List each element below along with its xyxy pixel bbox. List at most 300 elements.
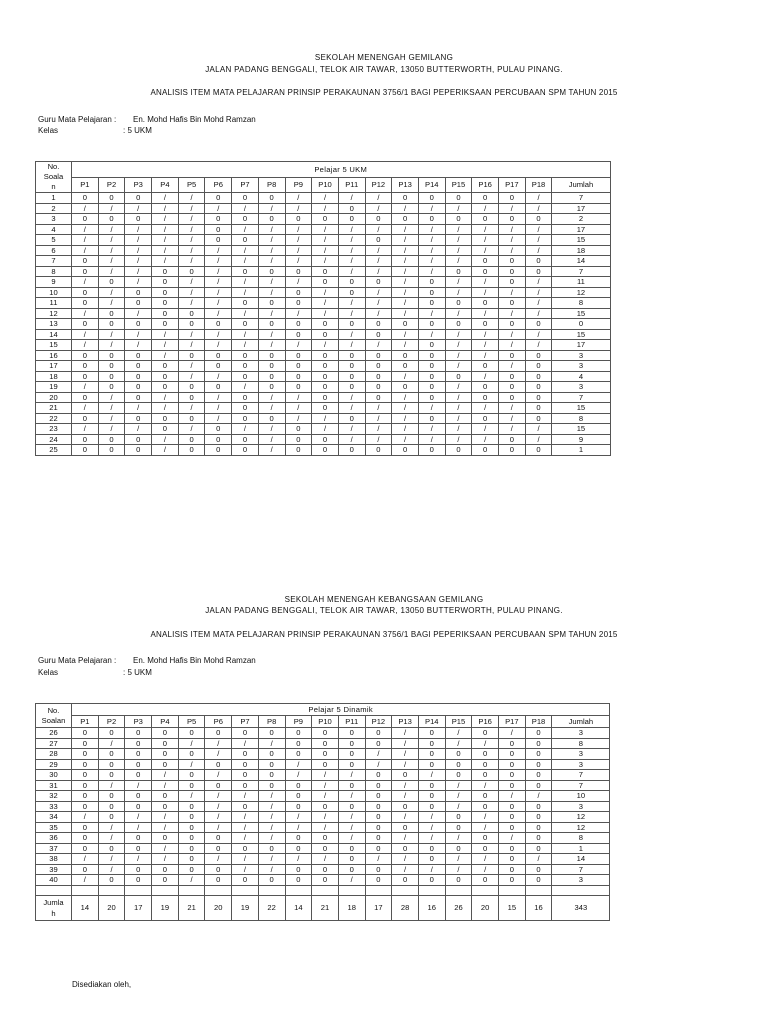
answer-cell: /: [232, 224, 259, 235]
answer-cell: /: [258, 308, 285, 319]
answer-cell: /: [152, 256, 179, 267]
answer-cell: /: [499, 833, 526, 844]
answer-cell: /: [445, 235, 472, 246]
answer-cell: 0: [232, 371, 259, 382]
answer-cell: 0: [499, 350, 526, 361]
answer-cell: /: [152, 214, 179, 225]
answer-cell: /: [338, 308, 365, 319]
row-total-cell: 3: [552, 801, 610, 812]
answer-cell: /: [392, 371, 419, 382]
answer-cell: 0: [125, 843, 152, 854]
spacer-cell: [36, 885, 72, 896]
spacer-cell: [472, 885, 499, 896]
answer-cell: 0: [152, 371, 179, 382]
answer-cell: /: [178, 791, 205, 802]
answer-cell: /: [98, 245, 125, 256]
answer-cell: 0: [205, 864, 232, 875]
answer-cell: /: [98, 287, 125, 298]
answer-cell: /: [499, 791, 526, 802]
answer-cell: 0: [312, 371, 339, 382]
answer-cell: 0: [312, 350, 339, 361]
header-row: [36, 704, 610, 716]
answer-cell: /: [205, 801, 232, 812]
answer-cell: 0: [98, 749, 125, 760]
answer-cell: /: [152, 235, 179, 246]
answer-cell: /: [125, 224, 152, 235]
answer-cell: 0: [472, 266, 499, 277]
answer-cell: 0: [178, 864, 205, 875]
answer-cell: /: [152, 780, 179, 791]
answer-cell: 0: [445, 266, 472, 277]
answer-cell: 0: [499, 266, 526, 277]
spacer-row: [36, 885, 610, 896]
answer-cell: /: [98, 413, 125, 424]
answer-cell: 0: [445, 214, 472, 225]
answer-cell: /: [392, 235, 419, 246]
table-row: [36, 822, 610, 833]
class-label-2: Kelas: [38, 668, 59, 677]
answer-cell: 0: [499, 854, 526, 865]
row-total-cell: 10: [552, 791, 610, 802]
answer-cell: /: [338, 266, 365, 277]
answer-cell: 0: [525, 350, 552, 361]
answer-cell: 0: [72, 392, 99, 403]
answer-cell: 0: [152, 266, 179, 277]
answer-cell: 0: [392, 445, 419, 456]
answer-cell: 0: [232, 403, 259, 414]
teacher-label-2: Guru Mata Pelajaran :: [38, 656, 117, 665]
answer-cell: /: [418, 434, 445, 445]
question-number-cell: 17: [36, 361, 72, 372]
answer-cell: 0: [312, 329, 339, 340]
answer-cell: 0: [152, 801, 179, 812]
answer-cell: 0: [418, 382, 445, 393]
column-header: P2: [98, 716, 125, 728]
answer-cell: /: [525, 203, 552, 214]
column-header: P18: [525, 177, 552, 193]
answer-cell: /: [285, 392, 312, 403]
answer-cell: 0: [525, 770, 552, 781]
column-header: P17: [499, 716, 526, 728]
answer-cell: /: [499, 224, 526, 235]
answer-cell: /: [392, 340, 419, 351]
answer-cell: /: [445, 392, 472, 403]
answer-cell: 0: [72, 738, 99, 749]
answer-cell: 0: [285, 843, 312, 854]
answer-cell: /: [445, 424, 472, 435]
item-analysis-table-2: [35, 703, 610, 921]
row-total-cell: 3: [552, 382, 610, 393]
answer-cell: 0: [258, 780, 285, 791]
header-row: [36, 162, 611, 178]
answer-cell: 0: [258, 371, 285, 382]
row-total-cell: 1: [552, 445, 610, 456]
question-number-cell: 29: [36, 759, 72, 770]
answer-cell: /: [418, 864, 445, 875]
answer-cell: 0: [285, 287, 312, 298]
answer-cell: /: [285, 854, 312, 865]
answer-cell: /: [365, 434, 392, 445]
row-total-cell: 15: [552, 329, 610, 340]
answer-cell: /: [365, 245, 392, 256]
row-total-cell: 11: [552, 277, 610, 288]
answer-cell: 0: [525, 445, 552, 456]
table-row: [36, 371, 611, 382]
question-number-cell: 24: [36, 434, 72, 445]
table-row: [36, 413, 611, 424]
row-total-cell: 17: [552, 340, 610, 351]
answer-cell: 0: [312, 445, 339, 456]
answer-cell: /: [338, 256, 365, 267]
answer-cell: 0: [338, 382, 365, 393]
answer-cell: 0: [338, 864, 365, 875]
answer-cell: /: [445, 854, 472, 865]
answer-cell: 0: [418, 749, 445, 760]
answer-cell: /: [338, 298, 365, 309]
table-row: [36, 780, 610, 791]
answer-cell: 0: [232, 319, 259, 330]
class-label-1: Kelas: [38, 126, 59, 135]
answer-cell: 0: [72, 728, 99, 739]
answer-cell: 0: [472, 833, 499, 844]
answer-cell: /: [178, 759, 205, 770]
answer-cell: 0: [232, 350, 259, 361]
answer-cell: 0: [98, 319, 125, 330]
answer-cell: 0: [232, 214, 259, 225]
answer-cell: 0: [365, 235, 392, 246]
answer-cell: 0: [312, 759, 339, 770]
answer-cell: 0: [418, 738, 445, 749]
answer-cell: 0: [499, 749, 526, 760]
question-number-cell: 31: [36, 780, 72, 791]
answer-cell: /: [472, 424, 499, 435]
question-number-cell: 26: [36, 728, 72, 739]
answer-cell: 0: [72, 371, 99, 382]
school-name-2: SEKOLAH MENENGAH KEBANGSAAN GEMILANG: [284, 595, 484, 604]
row-total-cell: 7: [552, 864, 610, 875]
table-row: [36, 245, 611, 256]
answer-cell: 0: [232, 728, 259, 739]
answer-cell: /: [338, 235, 365, 246]
answer-cell: /: [525, 298, 552, 309]
answer-cell: /: [338, 392, 365, 403]
answer-cell: 0: [312, 801, 339, 812]
question-number-cell: 40: [36, 875, 72, 886]
answer-cell: /: [232, 329, 259, 340]
answer-cell: /: [232, 424, 259, 435]
table-row: [36, 864, 610, 875]
answer-cell: /: [125, 812, 152, 823]
answer-cell: 0: [445, 875, 472, 886]
answer-cell: 0: [232, 392, 259, 403]
table-row: [36, 214, 611, 225]
answer-cell: 0: [312, 214, 339, 225]
answer-cell: /: [312, 287, 339, 298]
answer-cell: /: [98, 298, 125, 309]
answer-cell: /: [365, 287, 392, 298]
answer-cell: 0: [178, 434, 205, 445]
column-header: P6: [205, 716, 232, 728]
answer-cell: /: [525, 329, 552, 340]
total-cell: 343: [552, 896, 610, 921]
answer-cell: 0: [285, 214, 312, 225]
answer-cell: /: [258, 854, 285, 865]
answer-cell: /: [285, 759, 312, 770]
answer-cell: 0: [285, 749, 312, 760]
answer-cell: 0: [499, 319, 526, 330]
answer-cell: /: [98, 256, 125, 267]
answer-cell: 0: [472, 728, 499, 739]
answer-cell: 0: [232, 770, 259, 781]
answer-cell: 0: [98, 759, 125, 770]
answer-cell: 0: [472, 214, 499, 225]
answer-cell: 0: [445, 812, 472, 823]
answer-cell: /: [418, 245, 445, 256]
answer-cell: 0: [285, 361, 312, 372]
question-number-cell: 35: [36, 822, 72, 833]
answer-cell: 0: [152, 413, 179, 424]
question-number-cell: 2: [36, 203, 72, 214]
answer-cell: /: [125, 340, 152, 351]
question-number-cell: 21: [36, 403, 72, 414]
answer-cell: 0: [338, 780, 365, 791]
answer-cell: /: [205, 340, 232, 351]
answer-cell: /: [152, 193, 179, 204]
answer-cell: /: [338, 403, 365, 414]
column-header: P6: [205, 177, 232, 193]
answer-cell: /: [338, 193, 365, 204]
answer-cell: /: [472, 864, 499, 875]
answer-cell: 0: [98, 728, 125, 739]
answer-cell: /: [232, 277, 259, 288]
column-header: P11: [338, 716, 365, 728]
answer-cell: 0: [152, 791, 179, 802]
answer-cell: /: [418, 822, 445, 833]
report-title-2: ANALISIS ITEM MATA PELAJARAN PRINSIP PERAKAUNAN 3756/1 BAGI PEPERIKSAAN PERCUBAAN SPM TAHUN 2015: [150, 630, 618, 639]
answer-cell: /: [205, 812, 232, 823]
answer-cell: 0: [285, 266, 312, 277]
answer-cell: /: [205, 770, 232, 781]
answer-cell: 0: [285, 445, 312, 456]
answer-cell: /: [499, 245, 526, 256]
answer-cell: /: [392, 203, 419, 214]
answer-cell: /: [365, 403, 392, 414]
answer-cell: 0: [178, 266, 205, 277]
answer-cell: 0: [152, 319, 179, 330]
total-cell: 20: [98, 896, 125, 921]
answer-cell: /: [499, 203, 526, 214]
table-row: [36, 224, 611, 235]
answer-cell: /: [472, 822, 499, 833]
column-header: P8: [258, 177, 285, 193]
answer-cell: /: [152, 340, 179, 351]
table-row: [36, 801, 610, 812]
answer-cell: 0: [472, 298, 499, 309]
row-total-cell: 17: [552, 203, 610, 214]
totals-row: [36, 896, 610, 921]
answer-cell: /: [472, 224, 499, 235]
row-total-cell: 8: [552, 738, 610, 749]
answer-cell: /: [418, 235, 445, 246]
answer-cell: 0: [499, 277, 526, 288]
column-header: P3: [125, 177, 152, 193]
answer-cell: /: [232, 256, 259, 267]
answer-cell: /: [365, 298, 392, 309]
answer-cell: /: [525, 193, 552, 204]
column-header: P7: [232, 177, 259, 193]
answer-cell: /: [125, 822, 152, 833]
spacer-cell: [392, 885, 419, 896]
answer-cell: /: [232, 287, 259, 298]
answer-cell: /: [392, 759, 419, 770]
answer-cell: 0: [365, 738, 392, 749]
answer-cell: /: [152, 445, 179, 456]
answer-cell: 0: [525, 403, 552, 414]
answer-cell: /: [499, 728, 526, 739]
answer-cell: 0: [178, 350, 205, 361]
answer-cell: /: [125, 329, 152, 340]
answer-cell: /: [285, 235, 312, 246]
answer-cell: 0: [525, 392, 552, 403]
answer-cell: /: [285, 812, 312, 823]
question-number-cell: 30: [36, 770, 72, 781]
answer-cell: 0: [98, 371, 125, 382]
answer-cell: /: [178, 875, 205, 886]
row-total-cell: 3: [552, 749, 610, 760]
answer-cell: 0: [232, 361, 259, 372]
answer-cell: /: [72, 235, 99, 246]
answer-cell: /: [312, 224, 339, 235]
answer-cell: 0: [125, 350, 152, 361]
answer-cell: 0: [365, 791, 392, 802]
column-header: P7: [232, 716, 259, 728]
answer-cell: 0: [178, 854, 205, 865]
answer-cell: 0: [472, 319, 499, 330]
answer-cell: 0: [285, 350, 312, 361]
question-number-cell: 33: [36, 801, 72, 812]
answer-cell: /: [312, 256, 339, 267]
answer-cell: /: [472, 350, 499, 361]
spacer-cell: [178, 885, 205, 896]
answer-cell: /: [525, 854, 552, 865]
answer-cell: /: [285, 277, 312, 288]
answer-cell: /: [125, 245, 152, 256]
answer-cell: 0: [472, 801, 499, 812]
answer-cell: /: [72, 403, 99, 414]
answer-cell: 0: [232, 759, 259, 770]
answer-cell: 0: [472, 770, 499, 781]
answer-cell: 0: [72, 256, 99, 267]
answer-cell: 0: [285, 833, 312, 844]
answer-cell: /: [418, 812, 445, 823]
answer-cell: /: [72, 854, 99, 865]
answer-cell: /: [258, 434, 285, 445]
answer-cell: 0: [392, 350, 419, 361]
spacer-cell: [125, 885, 152, 896]
answer-cell: 0: [525, 864, 552, 875]
answer-cell: 0: [472, 361, 499, 372]
column-header: P4: [152, 716, 179, 728]
answer-cell: /: [178, 224, 205, 235]
answer-cell: 0: [392, 214, 419, 225]
answer-cell: /: [338, 875, 365, 886]
answer-cell: 0: [338, 738, 365, 749]
answer-cell: 0: [285, 801, 312, 812]
answer-cell: /: [98, 235, 125, 246]
answer-cell: /: [72, 340, 99, 351]
answer-cell: 0: [472, 193, 499, 204]
answer-cell: /: [232, 203, 259, 214]
answer-cell: /: [365, 256, 392, 267]
row-total-cell: 12: [552, 287, 610, 298]
answer-cell: /: [525, 340, 552, 351]
answer-cell: 0: [152, 298, 179, 309]
answer-cell: 0: [338, 728, 365, 739]
column-header: P3: [125, 716, 152, 728]
answer-cell: 0: [205, 833, 232, 844]
row-total-cell: 7: [552, 392, 610, 403]
answer-cell: /: [472, 277, 499, 288]
answer-cell: 0: [499, 434, 526, 445]
table-row: [36, 361, 611, 372]
answer-cell: 0: [418, 277, 445, 288]
answer-cell: 0: [338, 361, 365, 372]
answer-cell: 0: [499, 738, 526, 749]
column-header: P11: [338, 177, 365, 193]
answer-cell: 0: [445, 193, 472, 204]
answer-cell: 0: [312, 403, 339, 414]
row-total-cell: 3: [552, 361, 610, 372]
answer-cell: 0: [499, 445, 526, 456]
question-number-cell: 34: [36, 812, 72, 823]
answer-cell: 0: [258, 298, 285, 309]
answer-cell: /: [445, 203, 472, 214]
answer-cell: 0: [338, 214, 365, 225]
answer-cell: /: [392, 298, 419, 309]
answer-cell: 0: [392, 319, 419, 330]
answer-cell: /: [258, 424, 285, 435]
answer-cell: 0: [525, 371, 552, 382]
answer-cell: /: [232, 738, 259, 749]
answer-cell: /: [258, 287, 285, 298]
answer-cell: 0: [285, 319, 312, 330]
spacer-cell: [72, 885, 99, 896]
row-total-cell: 17: [552, 224, 610, 235]
answer-cell: 0: [312, 382, 339, 393]
answer-cell: 0: [205, 214, 232, 225]
answer-cell: /: [365, 424, 392, 435]
answer-cell: /: [205, 392, 232, 403]
answer-cell: 0: [72, 833, 99, 844]
answer-cell: /: [338, 245, 365, 256]
class-value-2: : 5 UKM: [123, 668, 152, 677]
answer-cell: /: [365, 266, 392, 277]
row-total-cell: 2: [552, 214, 610, 225]
answer-cell: 0: [472, 875, 499, 886]
answer-cell: 0: [125, 361, 152, 372]
spacer-cell: [232, 885, 259, 896]
answer-cell: 0: [205, 445, 232, 456]
answer-cell: 0: [98, 445, 125, 456]
answer-cell: 0: [472, 382, 499, 393]
answer-cell: /: [499, 413, 526, 424]
answer-cell: 0: [525, 413, 552, 424]
answer-cell: 0: [98, 791, 125, 802]
answer-cell: /: [338, 812, 365, 823]
answer-cell: /: [338, 833, 365, 844]
total-cell: 16: [418, 896, 445, 921]
question-number-cell: 25: [36, 445, 72, 456]
